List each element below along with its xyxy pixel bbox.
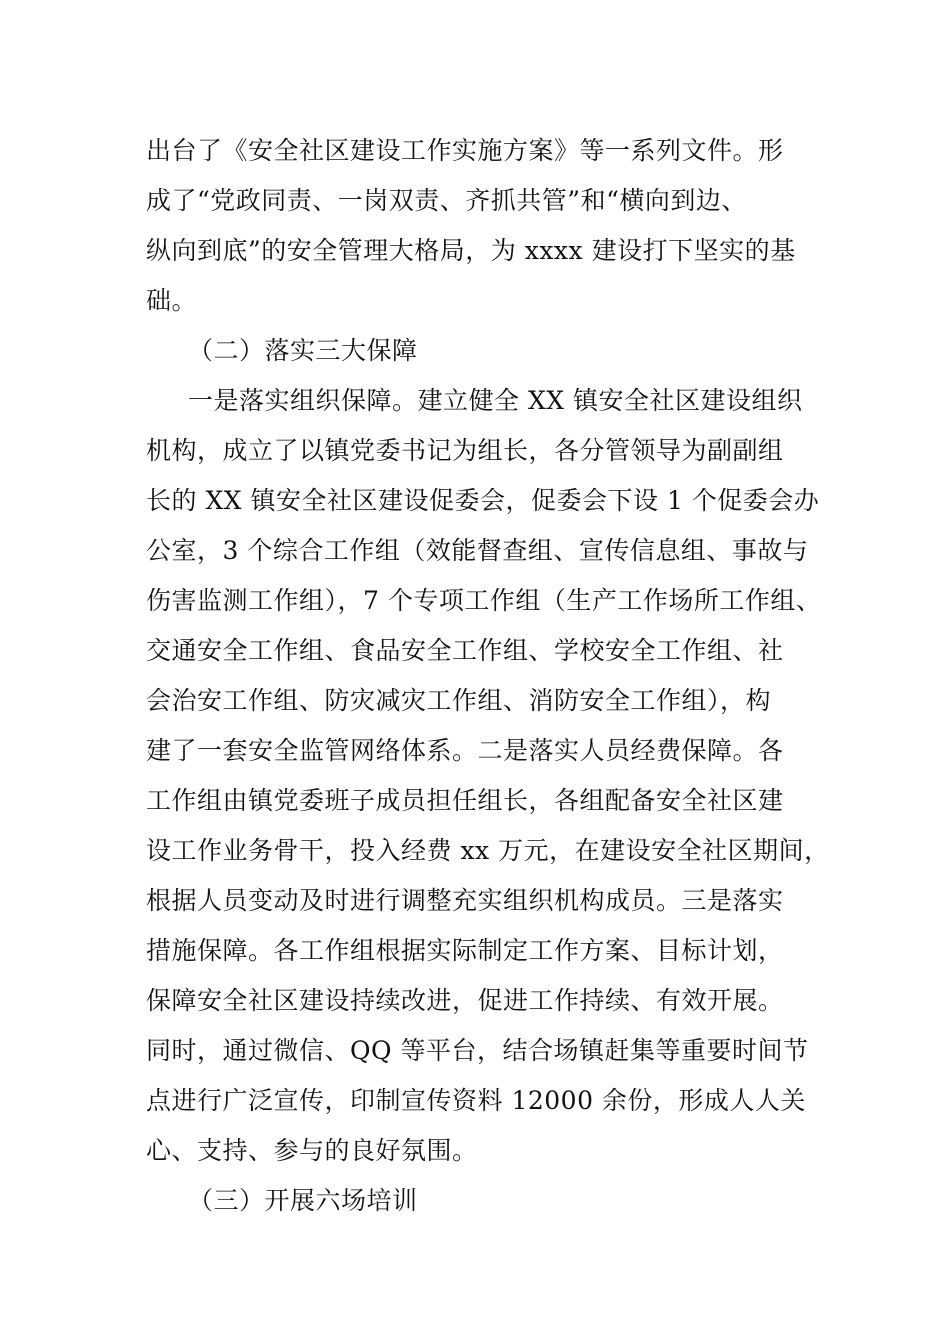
paragraph-line: 建了一套安全监管网络体系。二是落实人员经费保障。各 bbox=[146, 736, 784, 765]
paragraph-line: 点进行广泛宣传，印制宣传资料 12000 余份，形成人人关 bbox=[146, 1086, 806, 1115]
paragraph-line: 同时，通过微信、QQ 等平台，结合场镇赶集等重要时间节 bbox=[146, 1036, 809, 1065]
paragraph-line: 工作组由镇党委班子成员担任组长，各组配备安全社区建 bbox=[146, 786, 784, 815]
paragraph-line: 交通安全工作组、食品安全工作组、学校安全工作组、社 bbox=[146, 636, 784, 665]
paragraph-line: 纵向到底”的安全管理大格局，为 xxxx 建设打下坚实的基 bbox=[146, 236, 796, 265]
paragraph-line: 础。 bbox=[146, 286, 198, 315]
paragraph-line: 设工作业务骨干，投入经费 xx 万元，在建设安全社区期间， bbox=[146, 836, 830, 865]
paragraph-line: 心、支持、参与的良好氛围。 bbox=[146, 1136, 478, 1165]
paragraph-line: 成了“党政同责、一岗双责、齐抓共管”和“横向到边、 bbox=[146, 186, 747, 215]
paragraph-line: 一是落实组织保障。建立健全 XX 镇安全社区建设组织 bbox=[188, 386, 803, 415]
paragraph-line: 机构，成立了以镇党委书记为组长，各分管领导为副副组 bbox=[146, 436, 784, 465]
paragraph-line: 出台了《安全社区建设工作实施方案》等一系列文件。形 bbox=[146, 136, 784, 165]
paragraph-line: 会治安工作组、防灾减灾工作组、消防安全工作组），构 bbox=[146, 686, 772, 715]
paragraph-line: 措施保障。各工作组根据实际制定工作方案、目标计划， bbox=[146, 936, 784, 965]
section-heading: （三）开展六场培训 bbox=[188, 1186, 418, 1215]
paragraph-line: 伤害监测工作组），7 个专项工作组（生产工作场所工作组、 bbox=[146, 586, 822, 615]
section-heading: （二）落实三大保障 bbox=[188, 336, 418, 365]
paragraph-line: 公室，3 个综合工作组（效能督查组、宣传信息组、事故与 bbox=[146, 536, 809, 565]
paragraph-line: 根据人员变动及时进行调整充实组织机构成员。三是落实 bbox=[146, 886, 784, 915]
paragraph-line: 保障安全社区建设持续改进，促进工作持续、有效开展。 bbox=[146, 986, 784, 1015]
paragraph-line: 长的 XX 镇安全社区建设促委会，促委会下设 1 个促委会办 bbox=[146, 486, 820, 515]
